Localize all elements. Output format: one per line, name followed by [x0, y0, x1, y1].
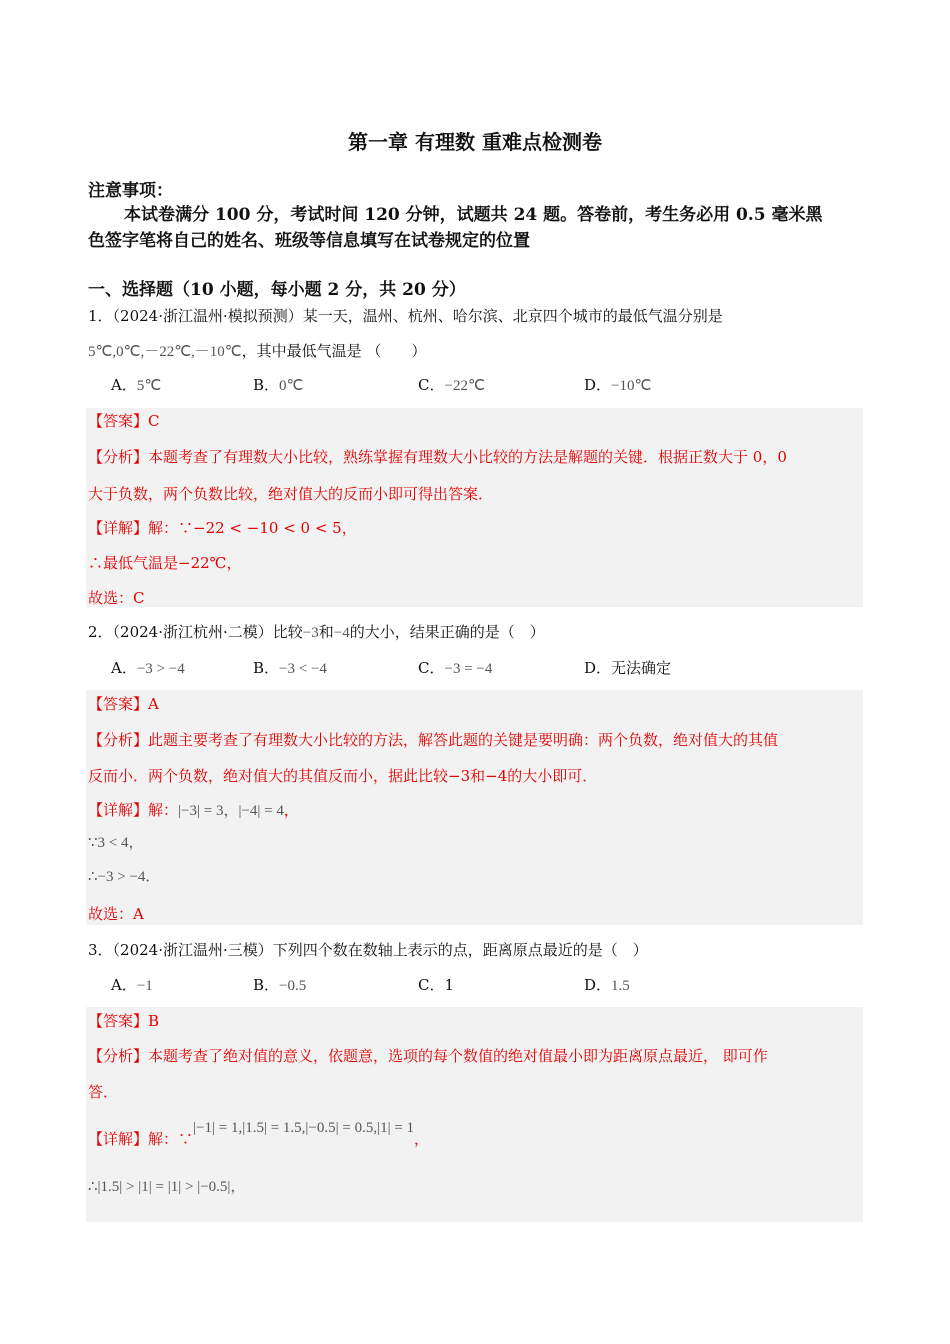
option-a: A．5℃ [111, 376, 162, 394]
question-stem: 3．（2024·浙江温州·三模）下列四个数在数轴上表示的点，距离原点最近的是（ ） [88, 941, 648, 959]
notice-heading: 注意事项： [88, 181, 173, 201]
analysis: 答． [88, 1083, 119, 1101]
option-a: A．−3 > −4 [111, 659, 185, 677]
text: ，其中最低气温是 （ ） [241, 342, 427, 360]
answer: 【答案】C [88, 412, 160, 430]
notice-line: 本试卷满分 100 分，考试时间 120 分钟，试题共 24 题。答卷前，考生务必用 0.5 毫米黑 [124, 205, 823, 225]
option-b: B．−0.5 [253, 976, 307, 994]
question-stem: 2．（2024·浙江杭州·二模）比较−3和−4的大小，结果正确的是（ ） [88, 623, 545, 641]
solution-box [86, 408, 863, 607]
analysis: 【分析】本题考查了有理数大小比较，熟练掌握有理数大小比较的方法是解题的关键．根据正数大于 0，0 [88, 448, 787, 466]
choice: 故选：C [88, 589, 145, 607]
option-d: D．−10℃ [584, 376, 652, 394]
option-b: B．0℃ [253, 376, 304, 394]
detail: 【详解】解：∵−22 < −10 < 0 < 5， [88, 519, 357, 537]
answer: 【答案】B [88, 1012, 160, 1030]
option-c: C．−3 = −4 [418, 659, 493, 677]
page-title: 第一章 有理数 重难点检测卷 [348, 130, 602, 154]
option-c: C．1 [418, 976, 455, 994]
answer: 【答案】A [88, 695, 159, 713]
option-c: C．−22℃ [418, 376, 485, 394]
detail: 【详解】解：|−3| = 3，|−4| = 4， [88, 801, 299, 819]
option-a: A．−1 [111, 976, 153, 994]
choice: 故选：A [88, 905, 144, 923]
notice-line: 色签字笔将自己的姓名、班级等信息填写在试卷规定的位置 [88, 231, 530, 251]
analysis: 【分析】本题考查了绝对值的意义，依题意，选项的每个数值的绝对值最小即为距离原点最近， 即可作 [88, 1047, 768, 1065]
analysis: 大于负数，两个负数比较，绝对值大的反而小即可得出答案． [88, 485, 494, 503]
detail: 【详解】解：∵|−1| = 1,|1.5| = 1.5,|−0.5| = 0.5,|1| = 1， [88, 1120, 430, 1148]
math: 5℃,0℃,－22℃,－10℃ [88, 344, 242, 360]
detail: ∴−3 > −4． [88, 869, 161, 885]
question-stem [88, 342, 426, 361]
analysis: 【分析】此题主要考查了有理数大小比较的方法，解答此题的关键是要明确：两个负数，绝对值大的其值 [88, 731, 779, 749]
option-d: D．1.5 [584, 976, 630, 994]
detail: ∵3 < 4， [88, 835, 144, 851]
detail: ∴|1.5| > |1| = |1| > |−0.5|， [88, 1179, 246, 1195]
section-heading: 一、选择题（10 小题，每小题 2 分，共 20 分） [88, 280, 466, 300]
question-stem: 1．（2024·浙江温州·模拟预测）某一天，温州、杭州、哈尔滨、北京四个城市的最低气温分别是 [88, 307, 723, 325]
option-b: B．−3 < −4 [253, 659, 327, 677]
option-d: D．无法确定 [584, 659, 672, 677]
analysis: 反而小．两个负数，绝对值大的其值反而小，据此比较−3和−4的大小即可． [88, 767, 598, 785]
detail: ∴最低气温是−22℃， [88, 554, 242, 572]
